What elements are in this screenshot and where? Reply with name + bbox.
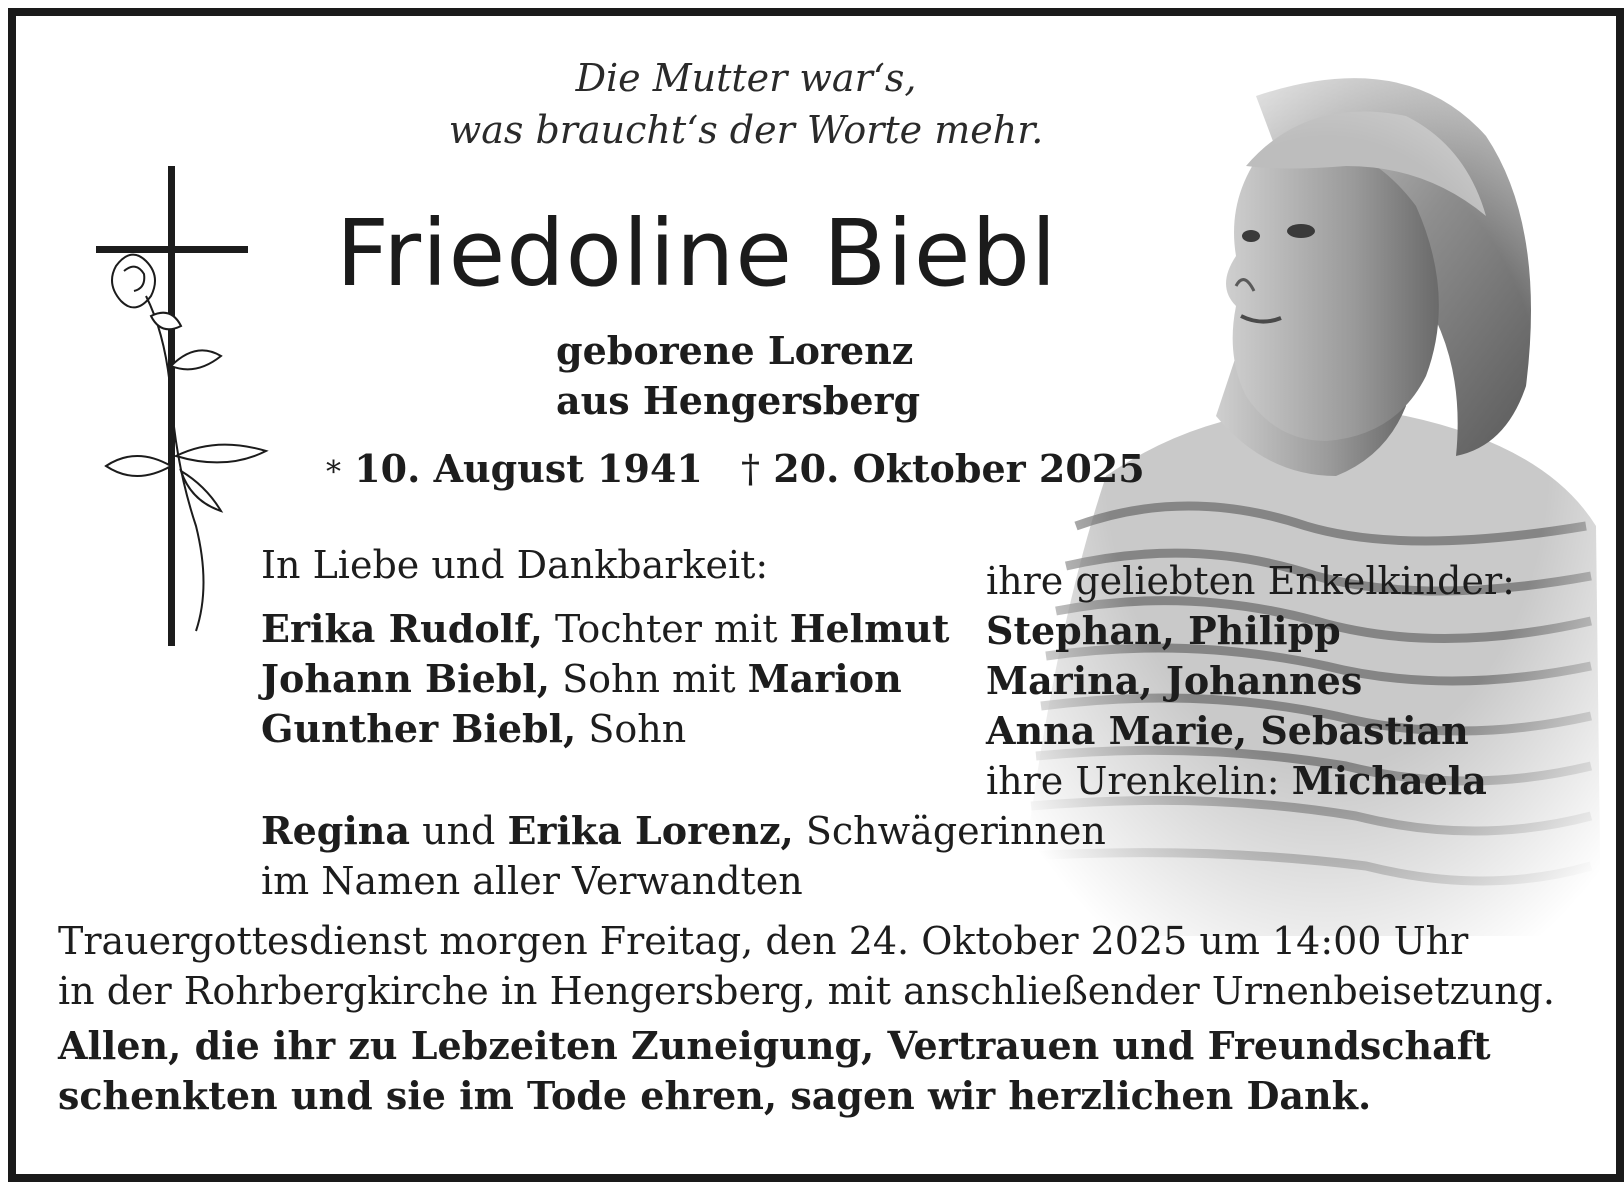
mourner-partner: Helmut xyxy=(789,606,950,651)
mourner-relation: Sohn mit xyxy=(550,657,748,701)
grandchildren-intro: ihre geliebten Enkelkinder: xyxy=(986,559,1515,603)
service-line-2: in der Rohrbergkirche in Hengersberg, mit anschließender Urnenbeisetzung. xyxy=(58,969,1555,1013)
service-line-1: Trauergottesdienst morgen Freitag, den 24. Oktober 2025 um 14:00 Uhr xyxy=(58,919,1469,963)
death-symbol: † xyxy=(741,447,760,491)
grandchildren-line: Stephan, Philipp xyxy=(986,608,1341,653)
sister-in-law-name: Regina xyxy=(261,808,411,853)
maiden-name: geborene Lorenz xyxy=(556,328,914,373)
mourner-row xyxy=(261,654,902,704)
mourner-row xyxy=(261,604,949,654)
death-date-row xyxy=(741,446,1145,491)
grandchildren-line: Marina, Johannes xyxy=(986,658,1363,703)
deceased-name: Friedoline Biebl xyxy=(336,200,1058,307)
death-date: 20. Oktober 2025 xyxy=(773,446,1145,491)
mourner-name: Johann Biebl, xyxy=(261,656,551,701)
great-grandchild-intro: ihre Urenkelin: xyxy=(986,759,1292,803)
mourner-relation: Tochter mit xyxy=(542,607,790,651)
sisters-in-law-row xyxy=(261,806,1106,856)
mourner-row xyxy=(261,704,686,754)
great-grandchild-name: Michaela xyxy=(1291,758,1487,803)
grandchildren-line: Anna Marie, Sebastian xyxy=(986,708,1469,753)
mourner-partner: Marion xyxy=(747,656,902,701)
sister-in-law-name: Erika Lorenz, xyxy=(507,808,794,853)
mourners-intro: In Liebe und Dankbarkeit: xyxy=(261,543,769,587)
thanks-line-1: Allen, die ihr zu Lebzeiten Zuneigung, Vertrauen und Freundschaft xyxy=(58,1023,1491,1068)
mourner-relation: Sohn xyxy=(576,707,687,751)
mourner-name: Erika Rudolf, xyxy=(261,606,543,651)
birth-symbol: * xyxy=(326,455,341,490)
birth-date: 10. August 1941 xyxy=(354,446,703,491)
birth-date-row xyxy=(326,446,703,491)
thanks-line-2: schenkten und sie im Tode ehren, sagen wir herzlichen Dank. xyxy=(58,1073,1372,1118)
obituary-card xyxy=(8,8,1624,1182)
sisters-in-law-relation: Schwägerinnen xyxy=(793,809,1106,853)
relatives-line: im Namen aller Verwandten xyxy=(261,859,803,903)
motto-line-2: was braucht‘s der Worte mehr. xyxy=(448,108,1044,152)
mourner-name: Gunther Biebl, xyxy=(261,706,577,751)
motto-line-1: Die Mutter war‘s, xyxy=(575,56,917,100)
conjunction: und xyxy=(410,809,508,853)
hometown: aus Hengersberg xyxy=(556,378,921,423)
great-grandchild-row xyxy=(986,756,1487,806)
